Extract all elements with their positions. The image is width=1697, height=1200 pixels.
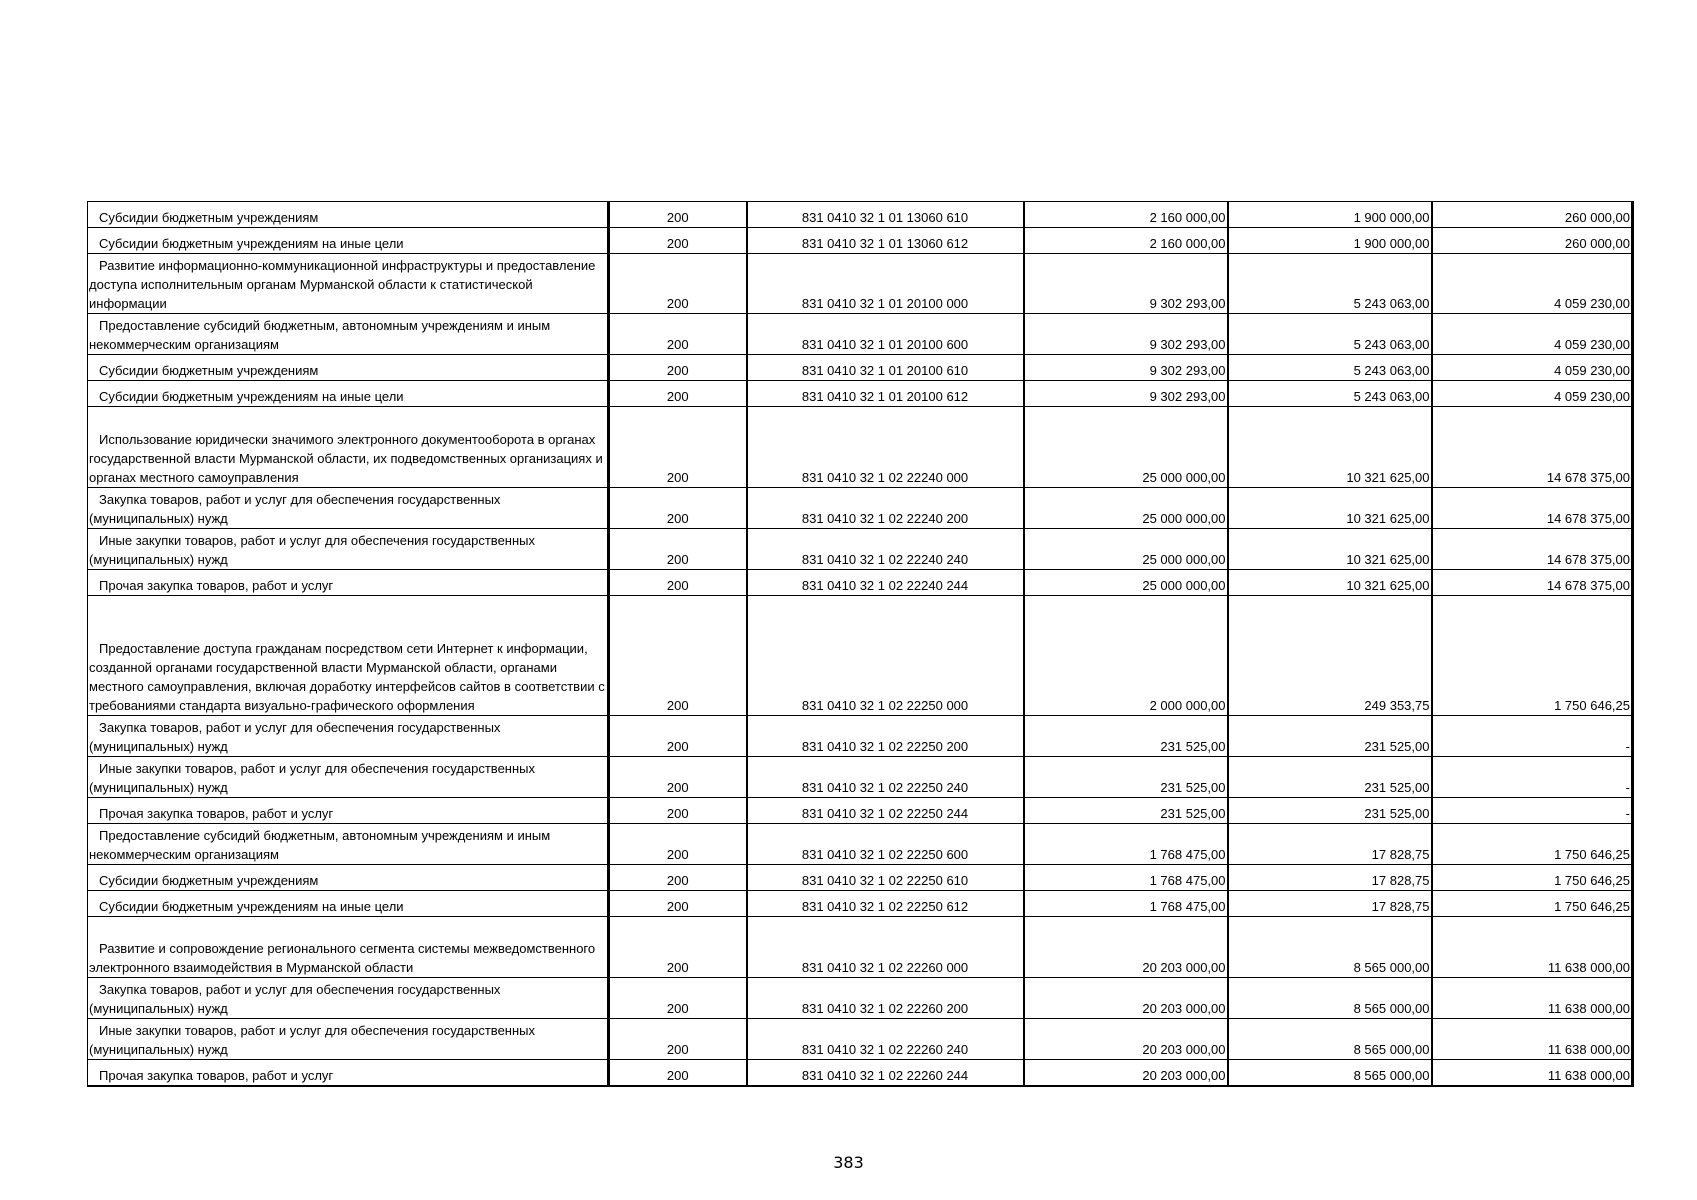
row-unexecuted-amount: 11 638 000,00 bbox=[1432, 1019, 1633, 1060]
table-row bbox=[88, 570, 1633, 596]
row-name: Субсидии бюджетным учреждениям на иные цели bbox=[88, 228, 609, 254]
table-row bbox=[88, 254, 1633, 314]
row-executed-amount: 8 565 000,00 bbox=[1228, 978, 1432, 1019]
row-name: Закупка товаров, работ и услуг для обеспечения государственных (муниципальных) нужд bbox=[88, 716, 609, 757]
row-assigned-amount: 25 000 000,00 bbox=[1024, 488, 1228, 529]
row-kbk-code: 831 0410 32 1 01 20100 600 bbox=[747, 314, 1024, 355]
row-name: Прочая закупка товаров, работ и услуг bbox=[88, 570, 609, 596]
row-assigned-amount: 2 160 000,00 bbox=[1024, 228, 1228, 254]
row-kbk-code: 831 0410 32 1 02 22240 000 bbox=[747, 407, 1024, 488]
row-assigned-amount: 9 302 293,00 bbox=[1024, 355, 1228, 381]
row-code: 200 bbox=[609, 865, 747, 891]
row-code: 200 bbox=[609, 798, 747, 824]
row-assigned-amount: 231 525,00 bbox=[1024, 798, 1228, 824]
row-assigned-amount: 2 160 000,00 bbox=[1024, 202, 1228, 228]
row-executed-amount: 8 565 000,00 bbox=[1228, 1060, 1432, 1086]
row-name: Развитие информационно-коммуникационной инфраструктуры и предоставление доступа исполнительным органам Мурманской области к статистической информации bbox=[88, 254, 609, 314]
row-kbk-code: 831 0410 32 1 02 22250 610 bbox=[747, 865, 1024, 891]
row-assigned-amount: 25 000 000,00 bbox=[1024, 529, 1228, 570]
table-row bbox=[88, 529, 1633, 570]
row-unexecuted-amount: 1 750 646,25 bbox=[1432, 596, 1633, 716]
row-kbk-code: 831 0410 32 1 02 22250 600 bbox=[747, 824, 1024, 865]
table-row bbox=[88, 798, 1633, 824]
table-row bbox=[88, 381, 1633, 407]
row-name: Закупка товаров, работ и услуг для обеспечения государственных (муниципальных) нужд bbox=[88, 488, 609, 529]
row-name: Иные закупки товаров, работ и услуг для обеспечения государственных (муниципальных) нужд bbox=[88, 757, 609, 798]
budget-table-body bbox=[88, 202, 1633, 1086]
row-name: Субсидии бюджетным учреждениям на иные цели bbox=[88, 891, 609, 917]
row-unexecuted-amount: - bbox=[1432, 798, 1633, 824]
row-unexecuted-amount: - bbox=[1432, 716, 1633, 757]
row-name: Субсидии бюджетным учреждениям bbox=[88, 202, 609, 228]
row-assigned-amount: 20 203 000,00 bbox=[1024, 978, 1228, 1019]
row-code: 200 bbox=[609, 1019, 747, 1060]
row-name: Иные закупки товаров, работ и услуг для обеспечения государственных (муниципальных) нужд bbox=[88, 529, 609, 570]
row-unexecuted-amount: 14 678 375,00 bbox=[1432, 488, 1633, 529]
row-kbk-code: 831 0410 32 1 02 22250 244 bbox=[747, 798, 1024, 824]
row-name: Субсидии бюджетным учреждениям на иные цели bbox=[88, 381, 609, 407]
row-executed-amount: 5 243 063,00 bbox=[1228, 254, 1432, 314]
row-executed-amount: 8 565 000,00 bbox=[1228, 1019, 1432, 1060]
row-executed-amount: 10 321 625,00 bbox=[1228, 529, 1432, 570]
row-unexecuted-amount: - bbox=[1432, 757, 1633, 798]
row-unexecuted-amount: 4 059 230,00 bbox=[1432, 314, 1633, 355]
row-executed-amount: 8 565 000,00 bbox=[1228, 917, 1432, 978]
row-executed-amount: 10 321 625,00 bbox=[1228, 488, 1432, 529]
row-unexecuted-amount: 260 000,00 bbox=[1432, 202, 1633, 228]
row-assigned-amount: 20 203 000,00 bbox=[1024, 917, 1228, 978]
row-code: 200 bbox=[609, 407, 747, 488]
page-number: 383 bbox=[833, 1153, 864, 1172]
row-name: Иные закупки товаров, работ и услуг для обеспечения государственных (муниципальных) нужд bbox=[88, 1019, 609, 1060]
row-code: 200 bbox=[609, 314, 747, 355]
row-kbk-code: 831 0410 32 1 02 22240 200 bbox=[747, 488, 1024, 529]
row-unexecuted-amount: 1 750 646,25 bbox=[1432, 865, 1633, 891]
row-name: Предоставление субсидий бюджетным, автономным учреждениям и иным некоммерческим организациям bbox=[88, 314, 609, 355]
row-unexecuted-amount: 4 059 230,00 bbox=[1432, 254, 1633, 314]
row-assigned-amount: 9 302 293,00 bbox=[1024, 254, 1228, 314]
row-code: 200 bbox=[609, 978, 747, 1019]
row-executed-amount: 10 321 625,00 bbox=[1228, 570, 1432, 596]
row-assigned-amount: 2 000 000,00 bbox=[1024, 596, 1228, 716]
row-executed-amount: 17 828,75 bbox=[1228, 824, 1432, 865]
row-code: 200 bbox=[609, 381, 747, 407]
budget-execution-table bbox=[87, 201, 1634, 1087]
table-row bbox=[88, 757, 1633, 798]
row-code: 200 bbox=[609, 570, 747, 596]
table-row bbox=[88, 1019, 1633, 1060]
row-unexecuted-amount: 260 000,00 bbox=[1432, 228, 1633, 254]
table-row bbox=[88, 891, 1633, 917]
row-kbk-code: 831 0410 32 1 02 22260 200 bbox=[747, 978, 1024, 1019]
row-code: 200 bbox=[609, 202, 747, 228]
row-kbk-code: 831 0410 32 1 02 22260 244 bbox=[747, 1060, 1024, 1086]
row-code: 200 bbox=[609, 824, 747, 865]
row-assigned-amount: 20 203 000,00 bbox=[1024, 1019, 1228, 1060]
table-row bbox=[88, 1060, 1633, 1086]
row-name: Субсидии бюджетным учреждениям bbox=[88, 865, 609, 891]
row-executed-amount: 1 900 000,00 bbox=[1228, 202, 1432, 228]
row-code: 200 bbox=[609, 529, 747, 570]
row-kbk-code: 831 0410 32 1 02 22240 240 bbox=[747, 529, 1024, 570]
row-assigned-amount: 1 768 475,00 bbox=[1024, 824, 1228, 865]
row-name: Закупка товаров, работ и услуг для обеспечения государственных (муниципальных) нужд bbox=[88, 978, 609, 1019]
row-unexecuted-amount: 11 638 000,00 bbox=[1432, 917, 1633, 978]
row-name: Предоставление доступа гражданам посредством сети Интернет к информации, созданной органами государственной власти Мурманской области, органами местного самоуправления, включая доработку интерфейсов сайтов в соответствии с требованиями стандарта визуально-графического оформления bbox=[88, 596, 609, 716]
row-code: 200 bbox=[609, 355, 747, 381]
row-kbk-code: 831 0410 32 1 01 13060 610 bbox=[747, 202, 1024, 228]
row-unexecuted-amount: 11 638 000,00 bbox=[1432, 1060, 1633, 1086]
row-name: Прочая закупка товаров, работ и услуг bbox=[88, 1060, 609, 1086]
table-row bbox=[88, 228, 1633, 254]
row-code: 200 bbox=[609, 1060, 747, 1086]
row-assigned-amount: 9 302 293,00 bbox=[1024, 314, 1228, 355]
table-row bbox=[88, 596, 1633, 716]
row-unexecuted-amount: 4 059 230,00 bbox=[1432, 355, 1633, 381]
row-kbk-code: 831 0410 32 1 02 22240 244 bbox=[747, 570, 1024, 596]
table-row bbox=[88, 824, 1633, 865]
row-unexecuted-amount: 4 059 230,00 bbox=[1432, 381, 1633, 407]
row-executed-amount: 231 525,00 bbox=[1228, 757, 1432, 798]
row-unexecuted-amount: 14 678 375,00 bbox=[1432, 529, 1633, 570]
row-unexecuted-amount: 11 638 000,00 bbox=[1432, 978, 1633, 1019]
row-kbk-code: 831 0410 32 1 01 13060 612 bbox=[747, 228, 1024, 254]
table-row bbox=[88, 917, 1633, 978]
row-name: Прочая закупка товаров, работ и услуг bbox=[88, 798, 609, 824]
row-assigned-amount: 25 000 000,00 bbox=[1024, 407, 1228, 488]
row-executed-amount: 5 243 063,00 bbox=[1228, 381, 1432, 407]
row-executed-amount: 5 243 063,00 bbox=[1228, 355, 1432, 381]
row-executed-amount: 10 321 625,00 bbox=[1228, 407, 1432, 488]
row-assigned-amount: 1 768 475,00 bbox=[1024, 891, 1228, 917]
row-executed-amount: 5 243 063,00 bbox=[1228, 314, 1432, 355]
row-kbk-code: 831 0410 32 1 02 22250 000 bbox=[747, 596, 1024, 716]
row-kbk-code: 831 0410 32 1 02 22260 240 bbox=[747, 1019, 1024, 1060]
table-row bbox=[88, 314, 1633, 355]
row-name: Использование юридически значимого электронного документооборота в органах государственной власти Мурманской области, их подведомственных организациях и органах местного самоуправления bbox=[88, 407, 609, 488]
table-row bbox=[88, 978, 1633, 1019]
table-row bbox=[88, 488, 1633, 529]
table-row bbox=[88, 202, 1633, 228]
row-kbk-code: 831 0410 32 1 01 20100 610 bbox=[747, 355, 1024, 381]
row-assigned-amount: 1 768 475,00 bbox=[1024, 865, 1228, 891]
row-unexecuted-amount: 1 750 646,25 bbox=[1432, 891, 1633, 917]
row-name: Субсидии бюджетным учреждениям bbox=[88, 355, 609, 381]
row-code: 200 bbox=[609, 917, 747, 978]
row-kbk-code: 831 0410 32 1 01 20100 000 bbox=[747, 254, 1024, 314]
row-kbk-code: 831 0410 32 1 02 22250 240 bbox=[747, 757, 1024, 798]
row-assigned-amount: 25 000 000,00 bbox=[1024, 570, 1228, 596]
row-kbk-code: 831 0410 32 1 02 22250 200 bbox=[747, 716, 1024, 757]
row-kbk-code: 831 0410 32 1 02 22250 612 bbox=[747, 891, 1024, 917]
row-unexecuted-amount: 14 678 375,00 bbox=[1432, 407, 1633, 488]
row-assigned-amount: 9 302 293,00 bbox=[1024, 381, 1228, 407]
table-row bbox=[88, 407, 1633, 488]
row-kbk-code: 831 0410 32 1 02 22260 000 bbox=[747, 917, 1024, 978]
row-assigned-amount: 231 525,00 bbox=[1024, 716, 1228, 757]
row-name: Развитие и сопровождение регионального сегмента системы межведомственного электронного взаимодействия в Мурманской области bbox=[88, 917, 609, 978]
row-kbk-code: 831 0410 32 1 01 20100 612 bbox=[747, 381, 1024, 407]
row-code: 200 bbox=[609, 254, 747, 314]
table-row bbox=[88, 355, 1633, 381]
row-code: 200 bbox=[609, 757, 747, 798]
row-code: 200 bbox=[609, 891, 747, 917]
row-executed-amount: 231 525,00 bbox=[1228, 716, 1432, 757]
row-name: Предоставление субсидий бюджетным, автономным учреждениям и иным некоммерческим организациям bbox=[88, 824, 609, 865]
row-code: 200 bbox=[609, 228, 747, 254]
row-unexecuted-amount: 14 678 375,00 bbox=[1432, 570, 1633, 596]
row-assigned-amount: 20 203 000,00 bbox=[1024, 1060, 1228, 1086]
row-code: 200 bbox=[609, 596, 747, 716]
row-executed-amount: 17 828,75 bbox=[1228, 865, 1432, 891]
row-code: 200 bbox=[609, 488, 747, 529]
row-unexecuted-amount: 1 750 646,25 bbox=[1432, 824, 1633, 865]
row-executed-amount: 231 525,00 bbox=[1228, 798, 1432, 824]
table-row bbox=[88, 865, 1633, 891]
row-executed-amount: 17 828,75 bbox=[1228, 891, 1432, 917]
row-executed-amount: 1 900 000,00 bbox=[1228, 228, 1432, 254]
row-executed-amount: 249 353,75 bbox=[1228, 596, 1432, 716]
row-code: 200 bbox=[609, 716, 747, 757]
row-assigned-amount: 231 525,00 bbox=[1024, 757, 1228, 798]
table-row bbox=[88, 716, 1633, 757]
